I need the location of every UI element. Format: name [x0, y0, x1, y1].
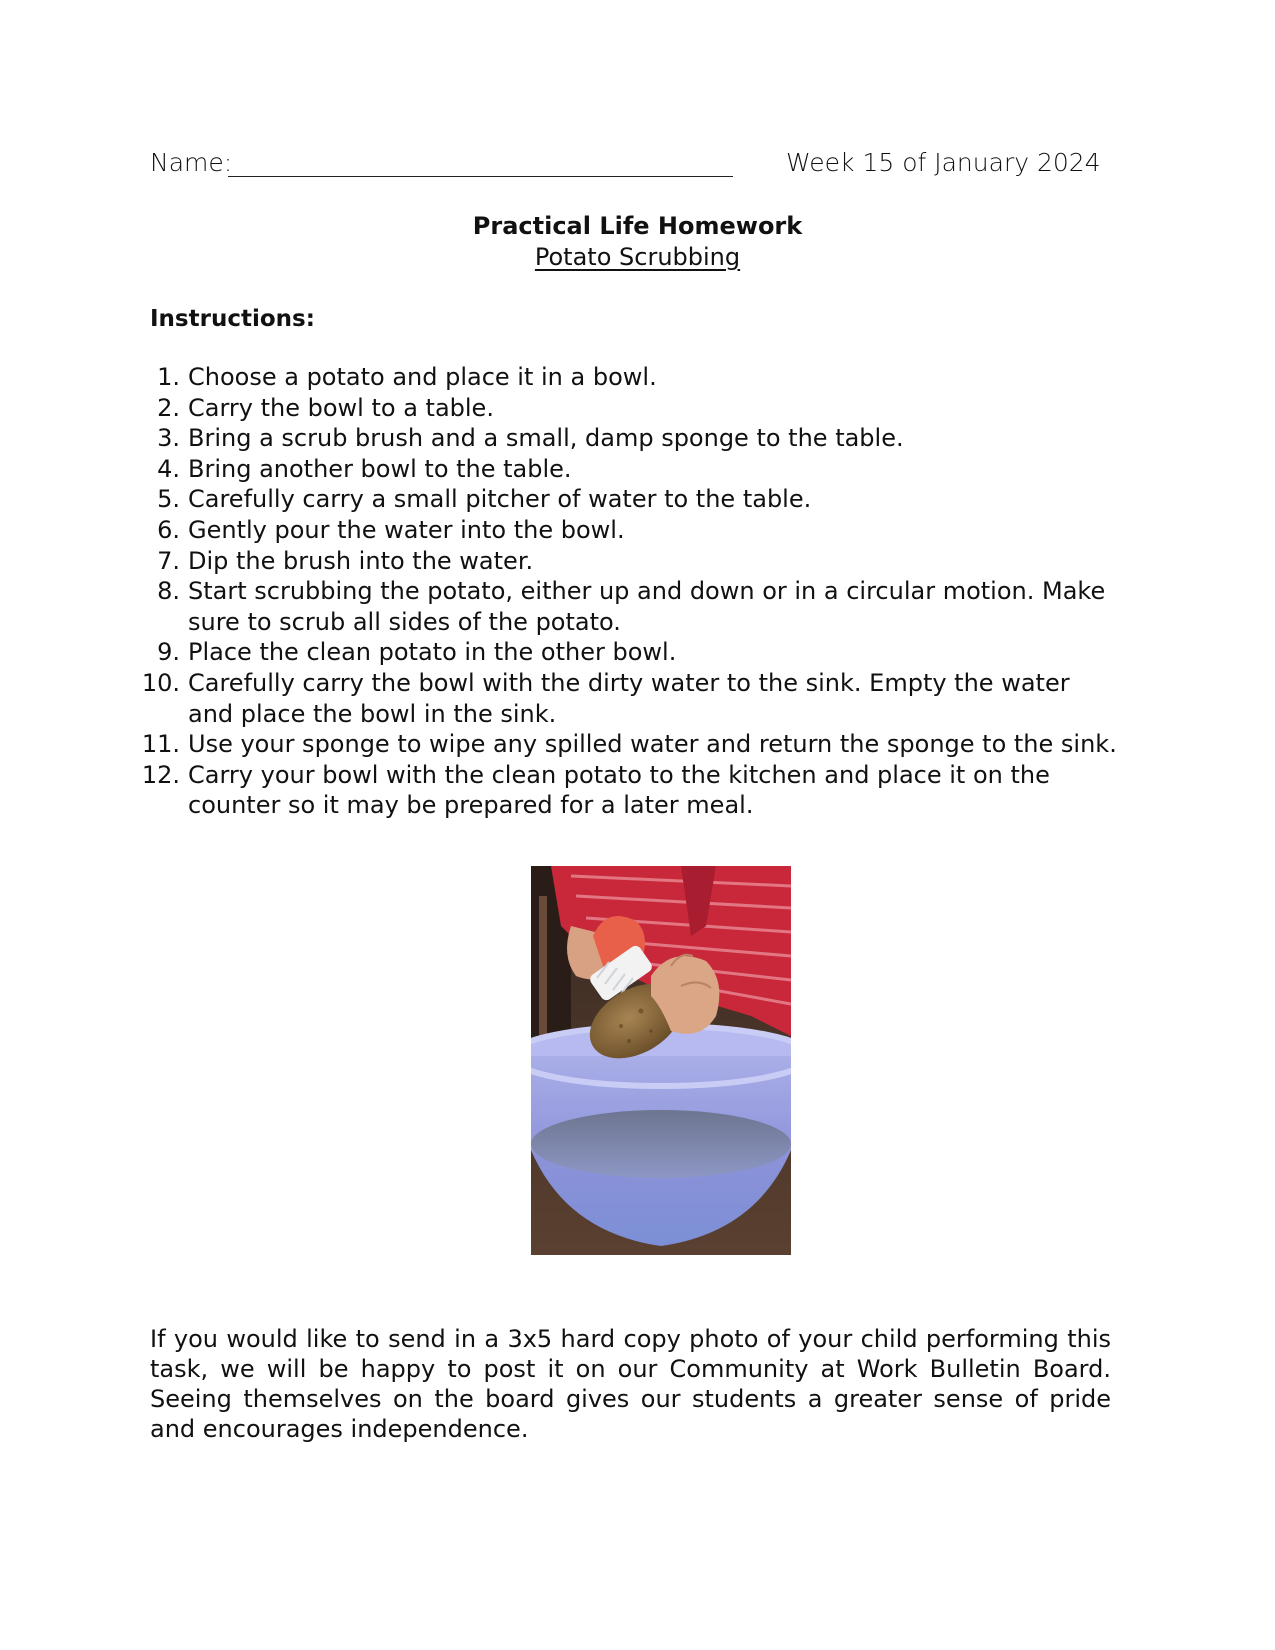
list-item — [150, 393, 1120, 424]
list-item — [150, 576, 1120, 637]
list-item — [150, 637, 1120, 668]
list-item — [150, 484, 1120, 515]
step-number: 10. — [141, 668, 180, 697]
list-item — [150, 423, 1120, 454]
step-text: Carry the bowl to a table. — [188, 393, 494, 422]
step-text: Gently pour the water into the bowl. — [188, 515, 625, 544]
footer-note: If you would like to send in a 3x5 hard copy photo of your child performing this task, we will be happy to post it on our Community at Work Bulletin Board. Seeing themselves on the board gives our students a greater sense of pride and encourages independence. — [150, 1325, 1111, 1443]
step-number: 9. — [157, 638, 180, 667]
step-number: 2. — [157, 393, 180, 422]
step-number: 1. — [157, 363, 180, 391]
step-number: 11. — [141, 730, 180, 759]
instructions-heading: Instructions: — [150, 306, 315, 332]
header-row — [150, 148, 1101, 184]
list-item — [150, 454, 1120, 485]
list-item — [150, 546, 1120, 577]
step-text: Bring a scrub brush and a small, damp sponge to the table. — [188, 424, 904, 453]
step-text: Carefully carry a small pitcher of water to the table. — [188, 485, 812, 514]
step-number: 6. — [157, 515, 180, 544]
step-text: Use your sponge to wipe any spilled water and return the sponge to the sink. — [188, 730, 1117, 759]
list-item — [141, 760, 1120, 821]
list-item — [150, 362, 1120, 393]
step-number: 5. — [157, 485, 180, 514]
name-blank-line — [228, 176, 733, 177]
step-number: 4. — [157, 454, 180, 483]
step-number: 3. — [157, 424, 180, 453]
photo-illustration — [531, 866, 791, 1255]
page-title: Practical Life Homework — [472, 212, 803, 240]
step-text: Carry your bowl with the clean potato to the kitchen and place it on the counter so it may be prepared for a later meal. — [188, 760, 1050, 820]
step-number: 12. — [141, 760, 180, 789]
step-number: 8. — [157, 577, 180, 606]
list-item — [150, 515, 1120, 546]
instruction-list — [141, 362, 1120, 821]
step-number: 7. — [157, 546, 180, 575]
step-text: Bring another bowl to the table. — [188, 454, 572, 483]
step-text: Choose a potato and place it in a bowl. — [188, 363, 657, 391]
list-item — [141, 668, 1120, 729]
list-item — [141, 729, 1120, 760]
potato-scrubbing-photo — [531, 866, 791, 1255]
step-text: Carefully carry the bowl with the dirty water to the sink. Empty the water and place the bowl in the sink. — [188, 668, 1070, 728]
step-text: Dip the brush into the water. — [188, 546, 534, 575]
step-text: Place the clean potato in the other bowl. — [188, 638, 677, 667]
name-label: Name: — [150, 148, 233, 177]
week-label: Week 15 of January 2024 — [786, 148, 1101, 177]
page-subtitle: Potato Scrubbing — [534, 243, 741, 271]
step-text: Start scrubbing the potato, either up and down or in a circular motion. Make sure to scrub all sides of the potato. — [188, 577, 1106, 636]
